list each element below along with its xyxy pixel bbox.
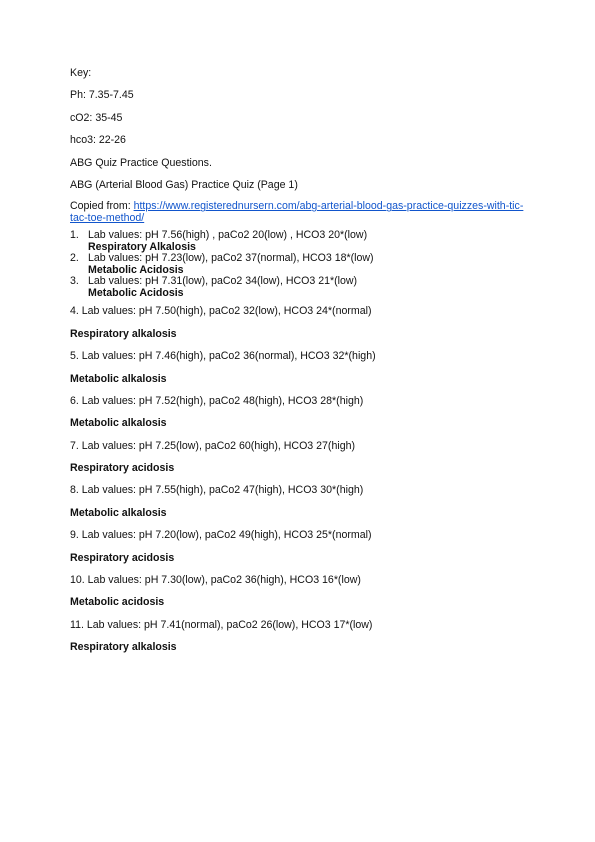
answer-10: Metabolic acidosis	[70, 596, 165, 609]
answer-11: Respiratory alkalosis	[70, 641, 177, 654]
key-hco3-range: hco3: 22-26	[70, 134, 126, 147]
key-ph-range: Ph: 7.35-7.45	[70, 89, 134, 102]
quiz-heading: ABG Quiz Practice Questions.	[70, 156, 212, 169]
answer-7: Respiratory acidosis	[70, 462, 175, 475]
question-11: 11. Lab values: pH 7.41(normal), paCo2 26(low), HCO3 17*(low)	[70, 618, 373, 631]
list-number: 3.	[70, 275, 79, 288]
answer-5: Metabolic alkalosis	[70, 372, 167, 385]
quiz-subheading: ABG (Arterial Blood Gas) Practice Quiz (Page 1)	[70, 178, 298, 191]
list-item	[70, 276, 540, 299]
question-answer: Respiratory Alkalosis	[88, 240, 196, 253]
answer-4: Respiratory alkalosis	[70, 327, 177, 340]
question-6: 6. Lab values: pH 7.52(high), paCo2 48(high), HCO3 28*(high)	[70, 394, 364, 407]
question-10: 10. Lab values: pH 7.30(low), paCo2 36(high), HCO3 16*(low)	[70, 574, 361, 587]
list-item	[70, 230, 540, 253]
source-prefix: Copied from:	[70, 200, 134, 213]
list-number: 1.	[70, 229, 79, 242]
question-4: 4. Lab values: pH 7.50(high), paCo2 32(low), HCO3 24*(normal)	[70, 305, 372, 318]
answer-8: Metabolic alkalosis	[70, 506, 167, 519]
question-answer: Metabolic Acidosis	[88, 263, 184, 276]
document-page	[70, 66, 540, 663]
question-values: Lab values: pH 7.31(low), paCo2 34(low), HCO3 21*(low)	[88, 275, 358, 288]
list-item	[70, 253, 540, 276]
list-number: 2.	[70, 252, 79, 265]
question-answer: Metabolic Acidosis	[88, 286, 184, 299]
question-values: Lab values: pH 7.56(high) , paCo2 20(low) , HCO3 20*(low)	[88, 229, 368, 242]
question-8: 8. Lab values: pH 7.55(high), paCo2 47(high), HCO3 30*(high)	[70, 484, 364, 497]
key-co2-range: cO2: 35-45	[70, 111, 123, 124]
answer-6: Metabolic alkalosis	[70, 417, 167, 430]
question-values: Lab values: pH 7.23(low), paCo2 37(normal), HCO3 18*(low)	[88, 252, 374, 265]
source-link[interactable]: https://www.registerednursern.com/abg-arterial-blood-gas-practice-quizzes-with-tic-tac-toe-method/	[70, 200, 524, 225]
question-7: 7. Lab values: pH 7.25(low), paCo2 60(high), HCO3 27(high)	[70, 439, 356, 452]
source-line	[70, 200, 540, 224]
numbered-question-list	[70, 230, 540, 299]
question-9: 9. Lab values: pH 7.20(low), paCo2 49(high), HCO3 25*(normal)	[70, 529, 372, 542]
question-5: 5. Lab values: pH 7.46(high), paCo2 36(normal), HCO3 32*(high)	[70, 350, 376, 363]
answer-9: Respiratory acidosis	[70, 551, 175, 564]
key-title: Key:	[70, 67, 92, 79]
